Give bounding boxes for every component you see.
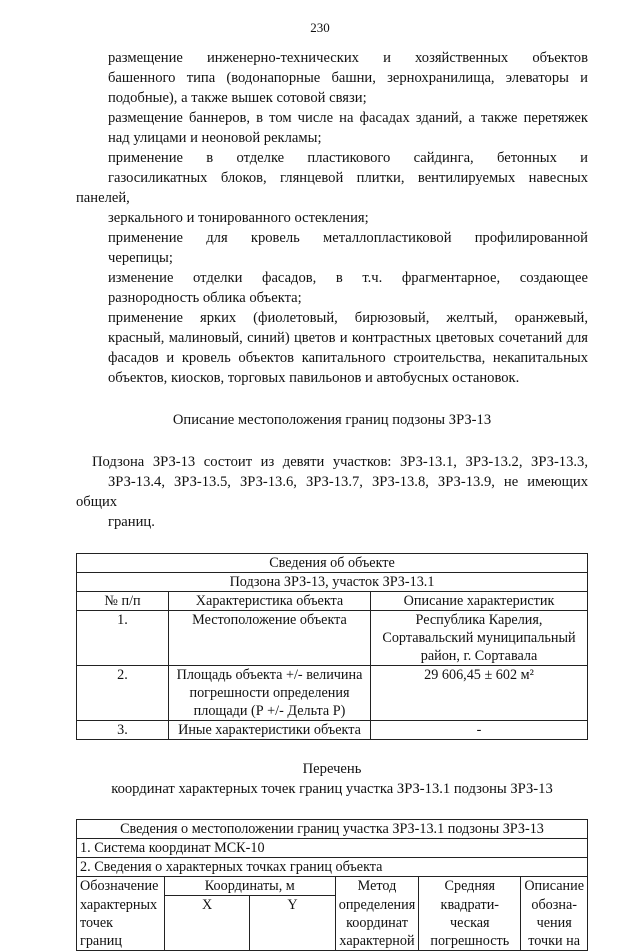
section-heading: Описание местоположения границ подзоны ЗРЗ-13 — [172, 412, 492, 428]
object-table-subtitle-row — [77, 573, 588, 592]
object-table-header-row — [77, 592, 588, 611]
coord-table-title: Сведения о местоположении границ участка ЗРЗ-13.1 подзоны ЗРЗ-13 — [77, 820, 588, 839]
coordinate-system: 1. Система координат МСК-10 — [77, 839, 588, 858]
header-description: Описание характеристик — [371, 592, 588, 611]
object-table-subtitle: Подзона ЗРЗ-13, участок ЗРЗ-13.1 — [77, 573, 588, 592]
header-error-cont: квадрати- ческая погрешность — [419, 896, 521, 951]
header-x: X — [164, 896, 249, 951]
header-point-description: Описание — [521, 877, 588, 896]
object-table-title: Сведения об объекте — [77, 554, 588, 573]
coord-table-header-row — [77, 877, 588, 896]
row-num: 1. — [77, 611, 169, 666]
coord-table-title-row — [77, 820, 588, 839]
object-table-title-row — [77, 554, 588, 573]
row-characteristic: Площадь объекта +/- величина погрешности определения площади (Р +/- Дельта Р) — [169, 666, 371, 721]
paragraph-banners: размещение баннеров, в том числе на фасадах зданий, а также перетяжек над улицами и неоновой рекламы; — [108, 110, 588, 146]
header-error: Средняя — [419, 877, 521, 896]
coordinates-table — [76, 819, 588, 951]
coord-table-header-row-2 — [77, 896, 588, 951]
row-description: Республика Карелия, Сортавальский муниципальный район, г. Сортавала — [371, 611, 588, 666]
list-heading — [76, 759, 588, 799]
header-characteristic: Характеристика объекта — [169, 592, 371, 611]
paragraph-facade-changes: изменение отделки фасадов, в т.ч. фрагментарное, создающее разнородность облика объекта; — [108, 270, 588, 306]
intro-paragraph: Подзона ЗРЗ-13 состоит из девяти участков: ЗРЗ-13.1, ЗРЗ-13.2, ЗРЗ-13.3, ЗРЗ-13.4, ЗРЗ-13.5, ЗРЗ-13.6, ЗРЗ-13.7, ЗРЗ-13.8, ЗРЗ-13.9, не имеющих общих границ. — [76, 454, 588, 530]
coord-table-system-row — [77, 839, 588, 858]
header-point-description-cont: обозна- чения точки на — [521, 896, 588, 951]
header-point-designation: Обозначение — [77, 877, 165, 896]
row-num: 3. — [77, 721, 169, 740]
row-description: - — [371, 721, 588, 740]
paragraph-roofing: применение для кровель металлопластиковой профилированной черепицы; — [108, 230, 588, 266]
list-heading-subtitle: координат характерных точек границ участка ЗРЗ-13.1 подзоны ЗРЗ-13 — [111, 781, 553, 797]
table-row — [77, 721, 588, 740]
coord-table-points-row — [77, 858, 588, 877]
list-heading-title: Перечень — [302, 761, 362, 777]
header-method: Метод — [335, 877, 419, 896]
row-num: 2. — [77, 666, 169, 721]
row-characteristic: Местоположение объекта — [169, 611, 371, 666]
page-number: 230 — [310, 20, 330, 35]
paragraph-tower-objects: размещение инженерно-технических и хозяйственных объектов башенного типа (водонапорные башни, зернохранилища, элеваторы и подобные), а также вышек сотовой связи; — [108, 50, 588, 106]
row-characteristic: Иные характеристики объекта — [169, 721, 371, 740]
document-body — [76, 40, 588, 951]
header-y: Y — [250, 896, 335, 951]
header-num: № п/п — [77, 592, 169, 611]
paragraph-siding: применение в отделке пластикового сайдинга, бетонных и газосиликатных блоков, глянцевой плитки, вентилируемых навесных панелей, зеркального и тонированного остекления; — [76, 150, 588, 226]
object-info-table — [76, 553, 588, 740]
points-info: 2. Сведения о характерных точках границ объекта — [77, 858, 588, 877]
restriction-list — [76, 48, 588, 388]
row-description: 29 606,45 ± 602 м² — [371, 666, 588, 721]
table-row — [77, 611, 588, 666]
table-row — [77, 666, 588, 721]
header-point-designation-cont: характерных точек границ — [77, 896, 165, 951]
header-coordinates: Координаты, м — [164, 877, 335, 896]
paragraph-bright-colors: применение ярких (фиолетовый, бирюзовый, желтый, оранжевый, красный, малиновый, синий) цветов и контрастных цветовых сочетаний для фасадов и кровель объектов капитального строительства, некапитальных объектов, киосков, торговых павильонов и автобусных остановок. — [108, 310, 588, 386]
header-method-cont: определения координат характерной — [335, 896, 419, 951]
